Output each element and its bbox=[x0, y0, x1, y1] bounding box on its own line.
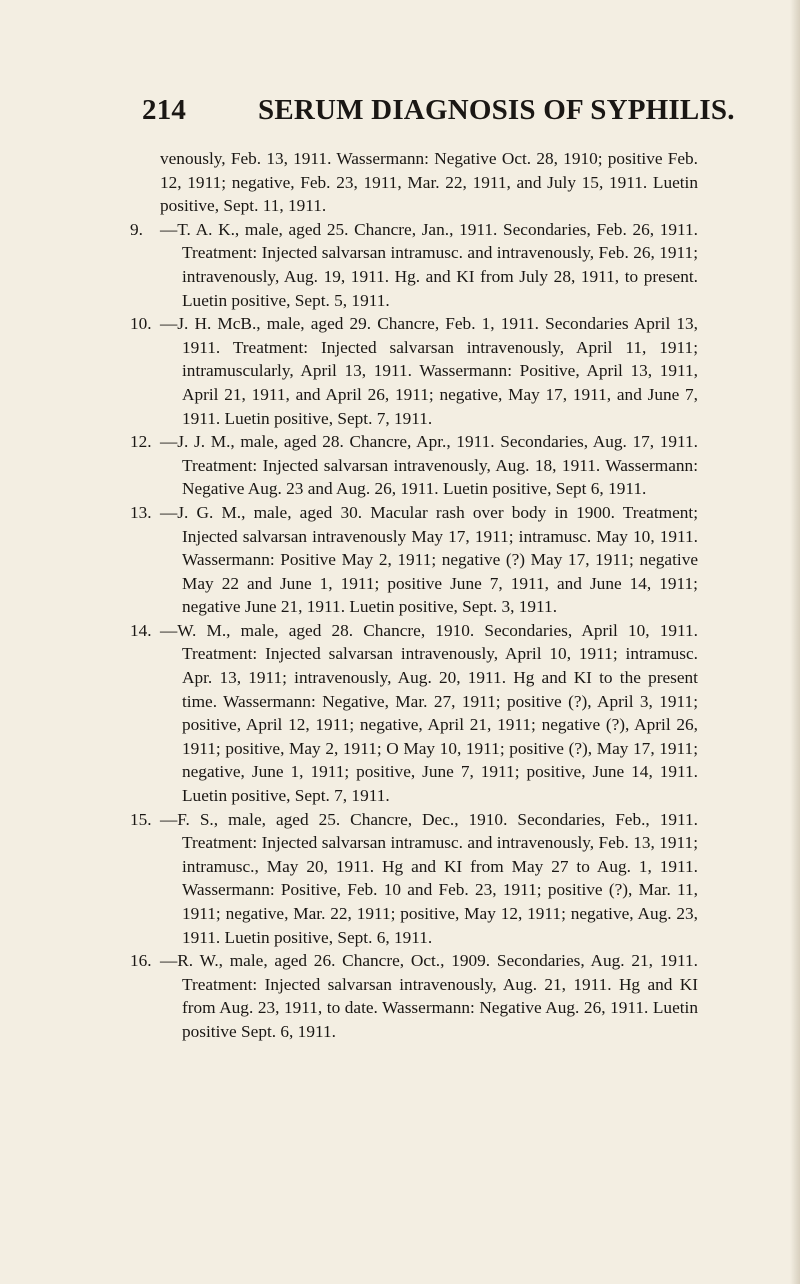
case-entry bbox=[130, 949, 698, 1043]
case-entry bbox=[130, 218, 698, 312]
case-text: —F. S., male, aged 25. Chancre, Dec., 1910. Secondaries, Feb., 1911. Treatment: Injected salvarsan intramusc. and intravenously, Feb. 13, 1911; intramusc., May 20, 1911. Hg and KI from May 27 to Aug. 1, 1911. Wassermann: Positive, Feb. 10 and Feb. 23, 1911; positive (?), Mar. 11, 1911; negative, Mar. 22, 1911; positive, May 12, 1911; negative, Aug. 23, 1911. Luetin positive, Sept. 6, 1911. bbox=[160, 809, 698, 947]
case-entry bbox=[130, 619, 698, 808]
case-number: 12. bbox=[130, 432, 152, 452]
case-text: —R. W., male, aged 26. Chancre, Oct., 1909. Secondaries, Aug. 21, 1911. Treatment: Injected salvarsan intravenously, Aug. 21, 1911. Hg and KI from Aug. 23, 1911, to date. Wassermann: Negative Aug. 26, 1911. Luetin positive Sept. 6, 1911. bbox=[160, 951, 698, 1041]
case-text: —J. G. M., male, aged 30. Macular rash over body in 1900. Treatment; Injected salvarsan intravenously May 17, 1911; intramusc. May 10, 1911. Wassermann: Positive May 2, 1911; negative (?) May 17, 1911; negative May 22 and June 1, 1911; positive June 7, 1911, and June 14, 1911; negative June 21, 1911. Luetin positive, Sept. 3, 1911. bbox=[160, 502, 698, 617]
case-number: 16. bbox=[130, 951, 152, 971]
case-text: —J. H. McB., male, aged 29. Chancre, Feb. 1, 1911. Secondaries April 13, 1911. Treatment: Injected salvarsan intravenously, April 11, 1911; intramuscularly, April 13, 1911. Wassermann: Positive, April 13, 1911, April 21, 1911, and April 26, 1911; negative, May 17, 1911, and June 7, 1911. Luetin positive, Sept. 7, 1911. bbox=[160, 314, 698, 428]
case-entry bbox=[130, 312, 698, 430]
case-text: —W. M., male, aged 28. Chancre, 1910. Secondaries, April 10, 1911. Treatment: Injected salvarsan intravenously, April 10, 1911; intramusc. Apr. 13, 1911; intravenously, Aug. 20, 1911. Hg and KI to the present time. Wassermann: Negative, Mar. 27, 1911; positive (?), April 3, 1911; positive, April 12, 1911; negative, April 21, 1911; negative (?), April 26, 1911; positive, May 2, 1911; O May 10, 1911; positive (?), May 17, 1911; negative, June 1, 1911; positive, June 7, 1911; positive, June 14, 1911. Luetin positive, Sept. 7, 1911. bbox=[160, 620, 698, 806]
page-edge-shadow bbox=[790, 0, 800, 1284]
case-number: 14. bbox=[130, 620, 152, 640]
case-entry bbox=[130, 501, 698, 619]
case-entry bbox=[130, 430, 698, 501]
case-number: 10. bbox=[130, 314, 152, 334]
continuation-paragraph: venously, Feb. 13, 1911. Wassermann: Negative Oct. 28, 1910; positive Feb. 12, 1911; negative, Feb. 23, 1911, Mar. 22, 1911, and July 15, 1911. Luetin positive, Sept. 11, 1911. bbox=[160, 149, 698, 216]
case-number: 13. bbox=[130, 502, 152, 522]
case-text: —T. A. K., male, aged 25. Chancre, Jan., 1911. Secondaries, Feb. 26, 1911. Treatment: Injected salvarsan intramusc. and intravenously, Feb. 26, 1911; intravenously, Aug. 19, 1911. Hg. and KI from July 28, 1911, to present. Luetin positive, Sept. 5, 1911. bbox=[160, 219, 698, 310]
case-number: 9. bbox=[130, 219, 143, 239]
body-text bbox=[130, 147, 698, 1044]
page-number: 214 bbox=[142, 94, 187, 126]
case-number: 15. bbox=[130, 809, 152, 829]
running-header bbox=[142, 90, 735, 130]
case-text: —J. J. M., male, aged 28. Chancre, Apr., 1911. Secondaries, Aug. 17, 1911. Treatment: Injected salvarsan intravenously, Aug. 18, 1911. Wassermann: Negative Aug. 23 and Aug. 26, 1911. Luetin positive, Sept 6, 1911. bbox=[160, 432, 698, 499]
case-entry bbox=[130, 808, 698, 950]
running-title: SERUM DIAGNOSIS OF SYPHILIS. bbox=[258, 94, 735, 126]
